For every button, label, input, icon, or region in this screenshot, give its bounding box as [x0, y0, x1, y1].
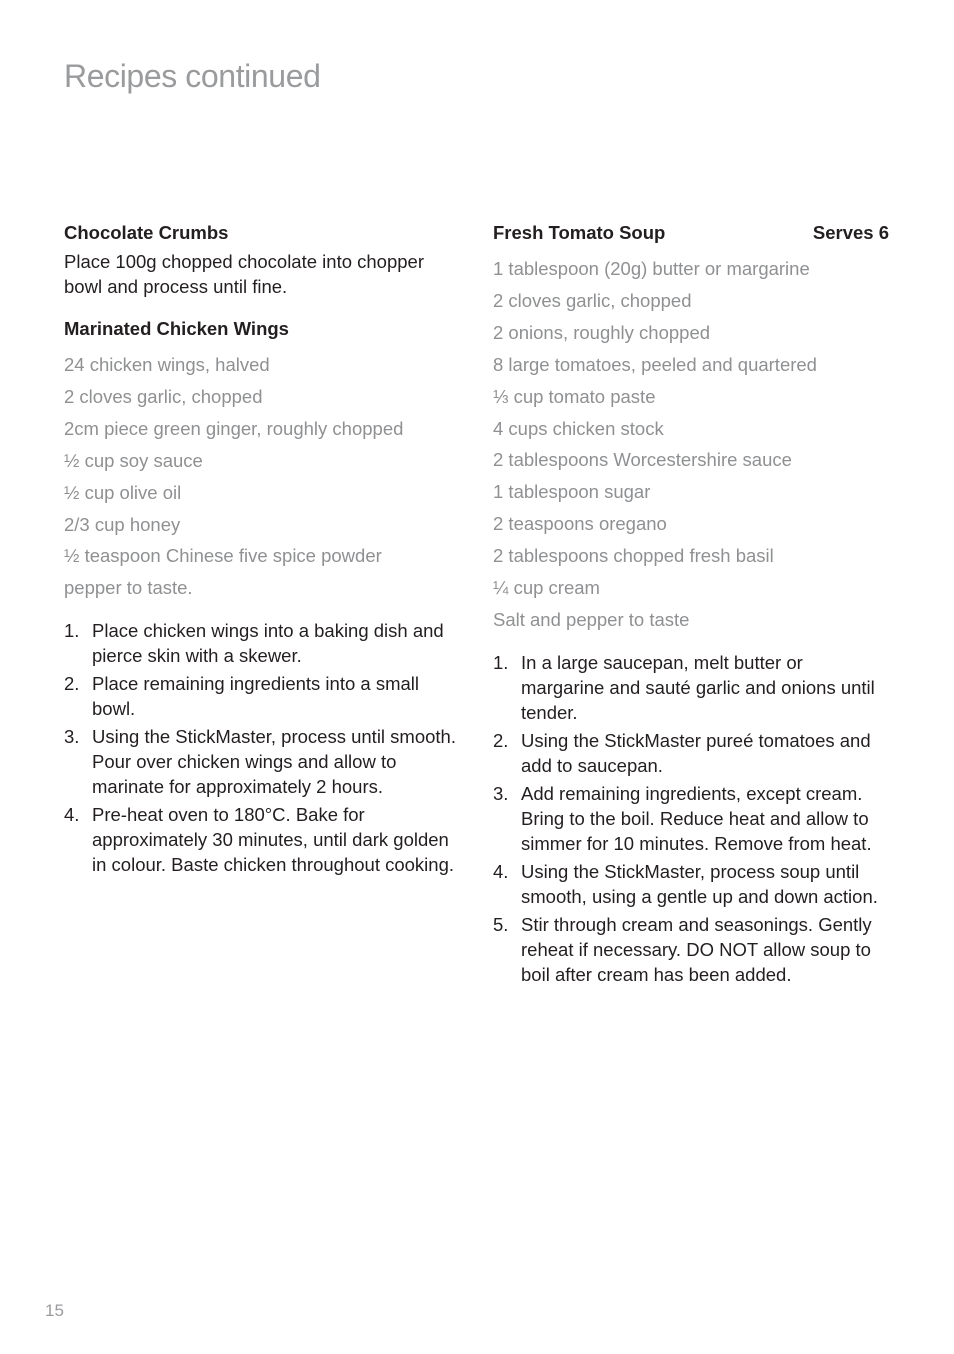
chicken-wings-ingredients	[64, 349, 460, 604]
ingredient-item: pepper to taste.	[64, 577, 193, 599]
step-text: Stir through cream and seasonings. Gently reheat if necessary. DO NOT allow soup to boil after cream has been added.	[521, 913, 872, 985]
chicken-wings-heading: Marinated Chicken Wings	[64, 318, 289, 339]
step-item	[64, 671, 460, 721]
ingredient-item: ¼ cup cream	[493, 577, 600, 599]
tomato-soup-heading-row	[493, 221, 889, 245]
step-number: 1.	[64, 620, 80, 642]
ingredient-item: 2 cloves garlic, chopped	[64, 385, 263, 407]
ingredient-item: 1 tablespoon (20g) butter or margarine	[493, 258, 810, 279]
ingredient-item: Salt and pepper to taste	[493, 608, 690, 630]
tomato-soup-steps	[493, 650, 889, 987]
ingredient-item: ½ cup soy sauce	[64, 449, 203, 471]
step-item	[493, 650, 889, 725]
ingredient-item: 4 cups chicken stock	[493, 417, 664, 439]
step-item	[64, 802, 460, 877]
step-text: Using the StickMaster pureé tomatoes and add to saucepan.	[521, 729, 871, 776]
step-number: 4.	[493, 860, 509, 882]
step-item	[64, 724, 460, 799]
ingredient-item: 2 tablespoons chopped fresh basil	[493, 545, 774, 567]
left-column	[64, 221, 460, 880]
step-number: 3.	[64, 726, 80, 748]
ingredient-item: 1 tablespoon sugar	[493, 481, 651, 503]
step-text: Using the StickMaster, process soup until smooth, using a gentle up and down action.	[521, 860, 878, 907]
ingredient-item: ½ teaspoon Chinese five spice powder	[64, 545, 382, 567]
chocolate-crumbs-text: Place 100g chopped chocolate into chopper bowl and process until fine.	[64, 251, 424, 297]
step-item	[493, 781, 889, 856]
step-number: 4.	[64, 804, 80, 826]
ingredient-item: 2 cloves garlic, chopped	[493, 289, 692, 311]
ingredient-item: 24 chicken wings, halved	[64, 354, 270, 375]
chicken-wings-recipe	[64, 317, 460, 877]
ingredient-item: 2 tablespoons Worcestershire sauce	[493, 449, 792, 471]
page-title: Recipes continued	[64, 58, 321, 94]
step-text: Pre-heat oven to 180°C. Bake for approximately 30 minutes, until dark golden in colour. Baste chicken throughout cooking.	[92, 804, 455, 876]
right-column	[493, 221, 889, 990]
ingredient-item: 8 large tomatoes, peeled and quartered	[493, 353, 817, 375]
ingredient-item: 2 onions, roughly chopped	[493, 321, 711, 343]
step-item	[493, 912, 889, 987]
chocolate-crumbs-recipe	[64, 221, 460, 299]
ingredient-item: 2cm piece green ginger, roughly chopped	[64, 417, 404, 439]
step-number: 2.	[493, 729, 509, 751]
page-number: 15	[45, 1301, 64, 1320]
chicken-wings-steps	[64, 618, 460, 877]
step-number: 2.	[64, 673, 80, 695]
ingredient-item: 2/3 cup honey	[64, 513, 181, 535]
step-number: 5.	[493, 913, 509, 935]
tomato-soup-ingredients	[493, 253, 889, 636]
ingredient-item: ½ cup olive oil	[64, 481, 182, 503]
step-item	[64, 618, 460, 668]
step-text: Using the StickMaster, process until smooth. Pour over chicken wings and allow to marinate for approximately 2 hours.	[92, 726, 456, 798]
tomato-soup-recipe	[493, 221, 889, 987]
step-item	[493, 728, 889, 778]
step-text: Place remaining ingredients into a small bowl.	[92, 673, 420, 720]
ingredient-item: ⅓ cup tomato paste	[493, 385, 656, 407]
step-text: In a large saucepan, melt butter or margarine and sauté garlic and onions until tender.	[521, 651, 875, 723]
tomato-soup-heading: Fresh Tomato Soup	[493, 222, 666, 243]
step-text: Add remaining ingredients, except cream. Bring to the boil. Reduce heat and allow to simmer for 10 minutes. Remove from heat.	[521, 782, 872, 854]
step-number: 1.	[493, 651, 509, 673]
step-text: Place chicken wings into a baking dish and pierce skin with a skewer.	[92, 620, 444, 667]
ingredient-item: 2 teaspoons oregano	[493, 513, 667, 535]
chocolate-crumbs-heading: Chocolate Crumbs	[64, 222, 229, 243]
serves-label: Serves 6	[812, 222, 889, 243]
step-item	[493, 859, 889, 909]
step-number: 3.	[493, 782, 509, 804]
